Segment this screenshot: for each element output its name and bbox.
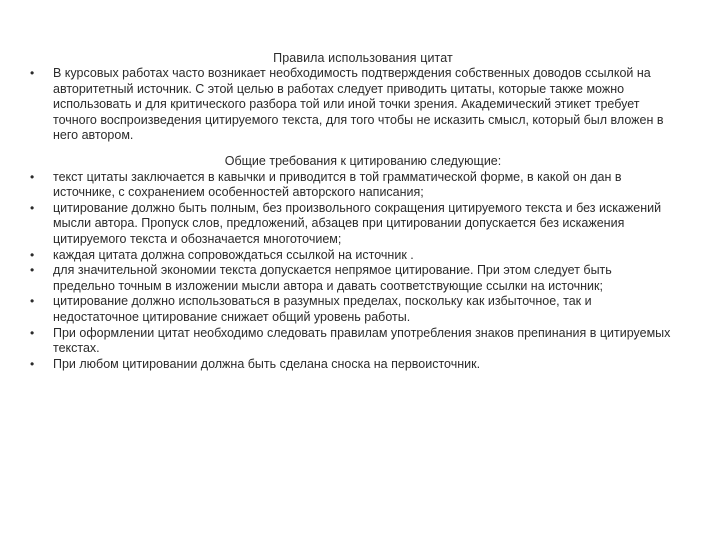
- bullet-icon: •: [30, 200, 35, 215]
- list-item-text: При оформлении цитат необходимо следовать правилам употребления знаков препинания в цитируемых текстах.: [53, 325, 671, 356]
- bullet-icon: •: [30, 325, 35, 340]
- list-item: [30, 169, 673, 201]
- intro-text: В курсовых работах часто возникает необходимость подтверждения собственных доводов ссылкой на авторитетный источник. С этой целью в работах следует приводить цитаты, которые также можно использовать и для критического разбора той или иной точки зрения. Академический этикет требует точного воспроизведения цитируемого текста, для того чтобы не исказить смысл, который был вложен в него автором.: [53, 66, 664, 143]
- requirements-heading: Общие требования к цитированию следующие:: [224, 153, 502, 168]
- list-item: [30, 263, 673, 294]
- bullet-icon: •: [30, 169, 35, 184]
- slide-title: Правила использования цитат: [273, 51, 453, 65]
- list-item-text: цитирование должно быть полным, без произвольного сокращения цитируемого текста и без искажений мысли автора. Пропуск слов, предложений, абзацев при цитировании допускается без искажения цитируемого текста и обозначается многоточием;: [53, 200, 662, 246]
- bullet-icon: •: [30, 263, 35, 278]
- bullet-icon: •: [30, 247, 35, 262]
- intro-paragraph: [30, 66, 673, 144]
- list-item: [30, 356, 673, 373]
- list-item-text: для значительной экономии текста допускается непрямое цитирование. При этом следует быть предельно точным в изложении мысли автора и давать соответствующие ссылки на источник;: [53, 263, 612, 293]
- list-item-text: каждая цитата должна сопровождаться ссылкой на источник .: [53, 247, 414, 262]
- list-item: [30, 294, 673, 325]
- list-item: [30, 200, 673, 248]
- list-item: [30, 247, 673, 264]
- list-item-text: текст цитаты заключается в кавычки и приводится в той грамматической форме, в какой он дан в источнике, с сохранением особенностей авторского написания;: [53, 169, 622, 200]
- list-item: [30, 325, 673, 357]
- list-item-text: цитирование должно использоваться в разумных пределах, поскольку как избыточное, так и недостаточное цитирование снижает общий уровень работы.: [53, 294, 592, 324]
- bullet-icon: •: [30, 294, 35, 309]
- bullet-icon: •: [30, 66, 35, 80]
- bullet-icon: •: [30, 356, 35, 371]
- list-item-text: При любом цитировании должна быть сделана сноска на первоисточник.: [53, 356, 481, 371]
- slide-content: [30, 50, 673, 372]
